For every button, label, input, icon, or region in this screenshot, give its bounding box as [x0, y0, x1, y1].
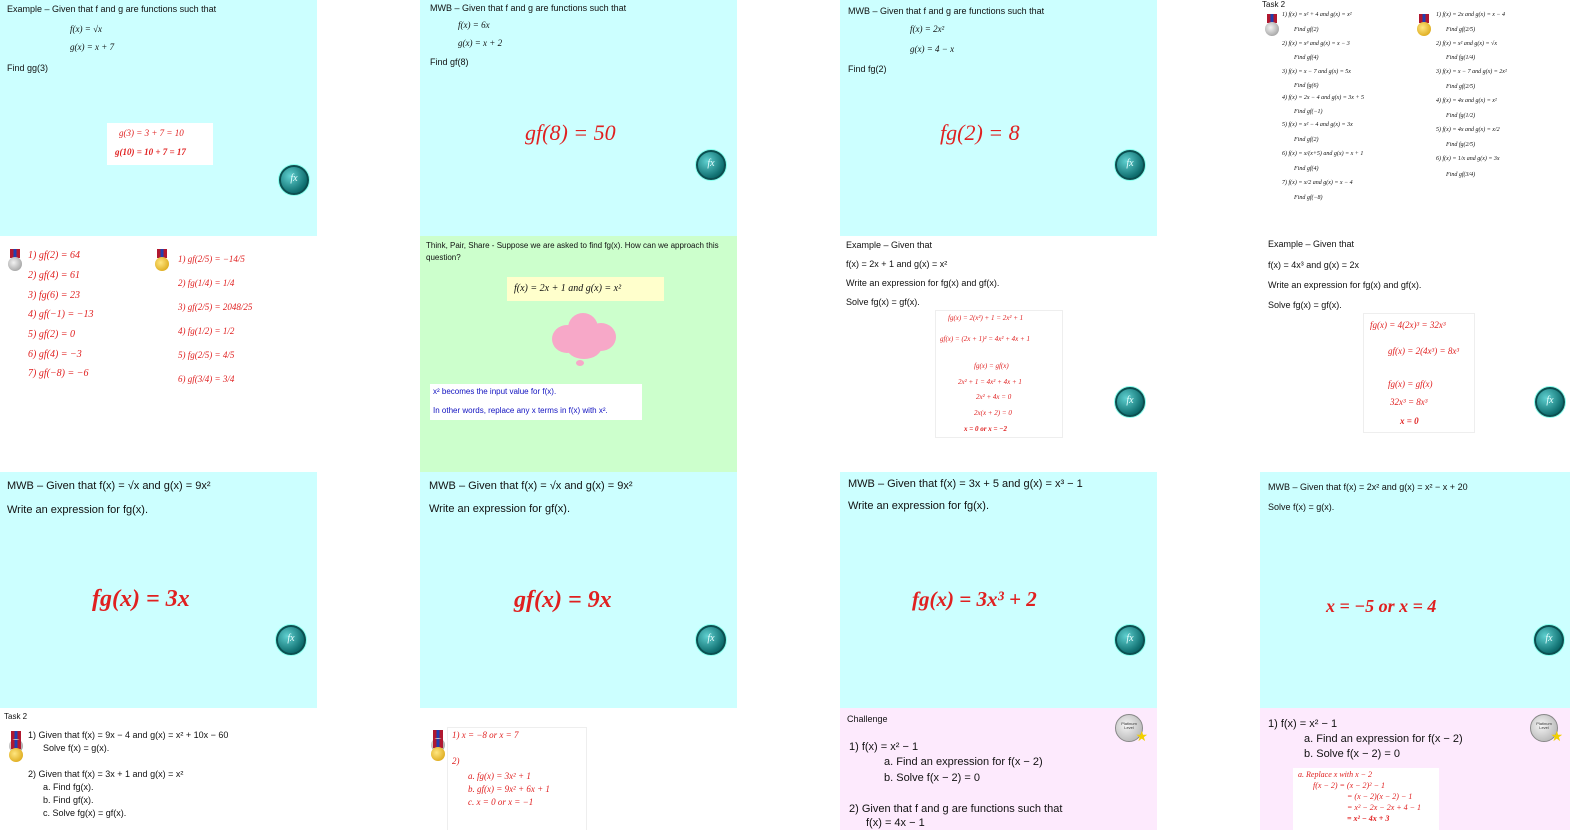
working-box	[1364, 314, 1474, 432]
answer-2: 2)	[452, 756, 460, 766]
fx-icon[interactable]: fx	[276, 625, 306, 655]
challenge-1b: b. Solve f(x − 2) = 0	[884, 772, 980, 784]
question-1: 1) Given that f(x) = 9x − 4 and g(x) = x² + 10x − 60	[28, 730, 229, 740]
slide-task2-answers	[0, 236, 317, 472]
function-g: g(x) = x + 2	[458, 38, 503, 48]
instruction: Write an expression for fg(x) and gf(x).	[846, 278, 1000, 288]
question: Write an expression for fg(x).	[848, 500, 990, 512]
working-line: 2x² + 1 = 4x² + 4x + 1	[958, 378, 1022, 386]
q5-find: Find gf(2)	[1294, 137, 1319, 143]
question-1-solve: Solve f(x) = g(x).	[43, 743, 110, 753]
slide-example-fg-gf	[840, 236, 1157, 472]
question: Find gg(3)	[7, 63, 49, 73]
slide-title-line-2: question?	[426, 253, 461, 262]
q2-find: Find fg(1/4)	[1446, 55, 1476, 61]
q1-find: Find gf(2/5)	[1446, 27, 1476, 33]
slide-title: MWB – Given that f and g are functions such that	[430, 3, 627, 13]
slide-title-line-1: Think, Pair, Share - Suppose we are asked to find fg(x). How can we approach this	[426, 241, 719, 250]
answer-1: 1) gf(2/5) = −14/5	[178, 254, 245, 264]
function-f: f(x) = √x	[70, 24, 102, 34]
q4-find: Find fg(1/2)	[1446, 113, 1476, 119]
answer-3: 3) gf(2/5) = 2048/25	[178, 302, 253, 312]
answer-2b: b. gf(x) = 9x² + 6x + 1	[468, 784, 550, 794]
slide-title: Example – Given that	[846, 240, 933, 250]
solve-instruction: Solve fg(x) = gf(x).	[846, 297, 920, 307]
answer-6: 6) gf(3/4) = 3/4	[178, 374, 235, 384]
answer: fg(x) = 3x	[92, 586, 190, 612]
answer-5: 5) gf(2) = 0	[28, 329, 76, 340]
slide-title: Challenge	[847, 714, 888, 724]
q4-find: Find gf(−1)	[1294, 109, 1323, 115]
slide-title: MWB – Given that f(x) = √x and g(x) = 9x²	[7, 480, 211, 492]
q3: 3) f(x) = x − 7 and g(x) = 2x²	[1436, 69, 1507, 75]
answers-right	[174, 248, 264, 393]
silver-medal-icon	[1265, 14, 1279, 36]
slide-challenge-answers	[1260, 708, 1570, 830]
fx-icon[interactable]: fx	[1535, 387, 1565, 417]
q1: 1) f(x) = 2x and g(x) = x − 4	[1436, 12, 1505, 18]
challenge-2-f: f(x) = 4x − 1	[866, 817, 925, 829]
question-2b: b. Find gf(x).	[43, 795, 94, 805]
gold-medal-icon	[155, 249, 169, 271]
final-answer: x = 0 or x = −2	[964, 425, 1007, 433]
challenge-2: 2) Given that f and g are functions such that	[849, 803, 1063, 815]
slide-mwb-solve-quadratic	[1260, 472, 1570, 708]
question: Write an expression for fg(x).	[7, 504, 149, 516]
slide-task2-solve	[0, 708, 317, 830]
challenge-1a: a. Find an expression for f(x − 2)	[884, 756, 1043, 768]
slide-challenge	[840, 708, 1157, 830]
q3-find: Find fg(6)	[1294, 83, 1319, 89]
answer: gf(8) = 50	[525, 120, 616, 145]
answers-box	[448, 728, 586, 830]
fx-icon[interactable]: fx	[279, 165, 309, 195]
answer: fg(x) = 3x³ + 2	[912, 587, 1037, 611]
q3: 3) f(x) = x − 7 and g(x) = 5x	[1282, 69, 1351, 75]
slide-title: MWB – Given that f(x) = 3x + 5 and g(x) = x³ − 1	[848, 478, 1083, 490]
q1-find: Find gf(2)	[1294, 27, 1319, 33]
function-f: f(x) = 2x²	[910, 24, 945, 34]
q2: 2) f(x) = x³ and g(x) = x − 3	[1282, 41, 1350, 47]
gold-medal-icon	[431, 739, 445, 761]
q2-find: Find gf(4)	[1294, 55, 1319, 61]
challenge-1: 1) f(x) = x² − 1	[1268, 718, 1338, 730]
slide-title: Task 2	[1262, 0, 1286, 9]
challenge-1a: a. Find an expression for f(x − 2)	[1304, 733, 1463, 745]
working-line: a. Replace x with x − 2	[1298, 770, 1373, 779]
fx-icon[interactable]: fx	[1115, 387, 1145, 417]
slide-task2-composite	[1260, 0, 1570, 236]
working-line: 32x³ = 8x³	[1390, 397, 1428, 407]
function-f: f(x) = 6x	[458, 20, 490, 30]
explanation-box	[430, 384, 642, 420]
q5: 5) f(x) = 4x and g(x) = x/2	[1436, 127, 1500, 133]
solve-instruction: Solve fg(x) = gf(x).	[1268, 300, 1342, 310]
answer: x = −5 or x = 4	[1326, 596, 1437, 616]
challenge-1b: b. Solve f(x − 2) = 0	[1304, 748, 1400, 760]
working-line: gf(x) = (2x + 1)² = 4x² + 4x + 1	[940, 335, 1031, 343]
answer-2c: c. x = 0 or x = −1	[468, 797, 534, 807]
question: Find gf(8)	[430, 57, 469, 67]
answer-2: 2) fg(1/4) = 1/4	[178, 278, 235, 288]
function-g: g(x) = 4 − x	[910, 44, 955, 54]
slide-title: Task 2	[4, 712, 28, 721]
answer-box	[107, 123, 213, 165]
q1: 1) f(x) = x² + 4 and g(x) = x²	[1282, 12, 1352, 18]
question: Solve f(x) = g(x).	[1268, 502, 1335, 512]
slide-task2-solve-answers	[420, 708, 737, 830]
q6-find: Find gf(3/4)	[1446, 172, 1476, 178]
question-2: 2) Given that f(x) = 3x + 1 and g(x) = x²	[28, 769, 184, 779]
answer-line-1: g(3) = 3 + 7 = 10	[119, 128, 184, 138]
answer-5: 5) fg(2/5) = 4/5	[178, 350, 235, 360]
q2: 2) f(x) = x² and g(x) = √x	[1436, 41, 1497, 47]
functions: f(x) = 2x + 1 and g(x) = x²	[514, 283, 622, 294]
slide-think-pair-share	[420, 236, 737, 472]
slide-mwb-fg-cubic	[840, 472, 1157, 708]
q6: 6) f(x) = x/(x+5) and g(x) = x + 1	[1282, 151, 1364, 157]
q7-find: Find gf(−8)	[1294, 195, 1323, 201]
working-line: fg(x) = 4(2x)³ = 32x³	[1370, 320, 1446, 330]
answer-4: 4) gf(−1) = −13	[28, 309, 94, 320]
working-line: gf(x) = 2(4x³) = 8x³	[1388, 346, 1460, 356]
answer: gf(x) = 9x	[514, 587, 612, 613]
working-line: fg(x) = 2(x²) + 1 = 2x² + 1	[948, 314, 1024, 322]
answers-left	[24, 248, 114, 381]
working-line: = (x − 2)(x − 2) − 1	[1347, 792, 1413, 801]
answer-2a: a. fg(x) = 3x² + 1	[468, 771, 531, 781]
function-box	[507, 277, 664, 301]
gold-medal-icon	[9, 740, 23, 762]
slide-title: MWB – Given that f and g are functions such that	[848, 6, 1045, 16]
answer-1: 1) gf(2) = 64	[28, 250, 81, 261]
working-line: 2x² + 4x = 0	[976, 393, 1012, 401]
working-line: fg(x) = gf(x)	[974, 362, 1009, 370]
fx-icon[interactable]: fx	[1115, 150, 1145, 180]
challenge-1: 1) f(x) = x² − 1	[849, 741, 919, 753]
question-2a: a. Find fg(x).	[43, 782, 94, 792]
working-line: fg(x) = gf(x)	[1388, 379, 1433, 389]
fx-icon[interactable]: fx	[1115, 625, 1145, 655]
answer-1: 1) x = −8 or x = 7	[452, 730, 519, 740]
fx-icon[interactable]: fx	[1534, 625, 1564, 655]
answer-3: 3) fg(6) = 23	[28, 290, 81, 301]
answer-7: 7) gf(−8) = −6	[28, 368, 89, 379]
note-2: In other words, replace any x terms in f(x) with x².	[433, 406, 608, 415]
question-2c: c. Solve fg(x) = gf(x).	[43, 808, 127, 818]
final-answer: x = 0	[1400, 416, 1419, 426]
function-g: g(x) = x + 7	[70, 42, 115, 52]
slide-example-gg3	[0, 0, 317, 236]
answer-4: 4) fg(1/2) = 1/2	[178, 326, 235, 336]
slide-title: Example – Given that	[1268, 239, 1355, 249]
note-1: x² becomes the input value for f(x).	[433, 387, 557, 396]
q4: 4) f(x) = 2x − 4 and g(x) = 3x + 5	[1282, 95, 1365, 101]
working-line: = x² − 2x − 2x + 4 − 1	[1347, 803, 1422, 812]
q5-find: Find fg(2/5)	[1446, 142, 1476, 148]
thought-cloud-icon	[548, 311, 618, 367]
q7: 7) f(x) = x/2 and g(x) = x − 4	[1282, 180, 1353, 186]
q3-find: Find gf(2/5)	[1446, 84, 1476, 90]
platinum-level-badge-icon: Platinum Level ★	[1530, 714, 1558, 742]
answer: fg(2) = 8	[940, 120, 1020, 145]
working-box	[936, 311, 1062, 437]
slide-example-4x3	[1260, 236, 1570, 472]
slide-mwb-fg2	[840, 0, 1157, 236]
slide-mwb-gf8	[420, 0, 737, 236]
working-line: = x² − 4x + 3	[1347, 814, 1390, 823]
given-functions: f(x) = 2x + 1 and g(x) = x²	[846, 259, 948, 269]
answer-line-2: g(10) = 10 + 7 = 17	[115, 147, 186, 157]
working-line: f(x − 2) = (x − 2)² − 1	[1313, 781, 1385, 790]
working-box	[1293, 768, 1439, 830]
slide-mwb-fg-sqrt	[0, 472, 317, 708]
given-functions: f(x) = 4x³ and g(x) = 2x	[1268, 260, 1360, 270]
slide-title: MWB – Given that f(x) = √x and g(x) = 9x²	[429, 480, 633, 492]
working-line: 2x(x + 2) = 0	[974, 409, 1012, 417]
q5: 5) f(x) = x² − 4 and g(x) = 3x	[1282, 122, 1353, 128]
question: Find fg(2)	[848, 64, 887, 74]
instruction: Write an expression for fg(x) and gf(x).	[1268, 280, 1422, 290]
question: Write an expression for gf(x).	[429, 503, 571, 515]
fx-icon[interactable]: fx	[696, 150, 726, 180]
slide-title: Example – Given that f and g are functions such that	[7, 4, 217, 14]
slide-mwb-gf-sqrt	[420, 472, 737, 708]
answer-2: 2) gf(4) = 61	[28, 270, 81, 281]
gold-medal-icon	[1417, 14, 1431, 36]
q4: 4) f(x) = 4x and g(x) = x²	[1436, 98, 1497, 104]
slide-title: MWB – Given that f(x) = 2x² and g(x) = x² − x + 20	[1268, 482, 1468, 492]
silver-medal-icon	[8, 249, 22, 271]
q6-find: Find gf(4)	[1294, 166, 1319, 172]
platinum-level-badge-icon: Platinum Level ★	[1115, 714, 1143, 742]
q6: 6) f(x) = 1/x and g(x) = 3x	[1436, 156, 1500, 162]
answer-6: 6) gf(4) = −3	[28, 349, 82, 360]
fx-icon[interactable]: fx	[696, 625, 726, 655]
